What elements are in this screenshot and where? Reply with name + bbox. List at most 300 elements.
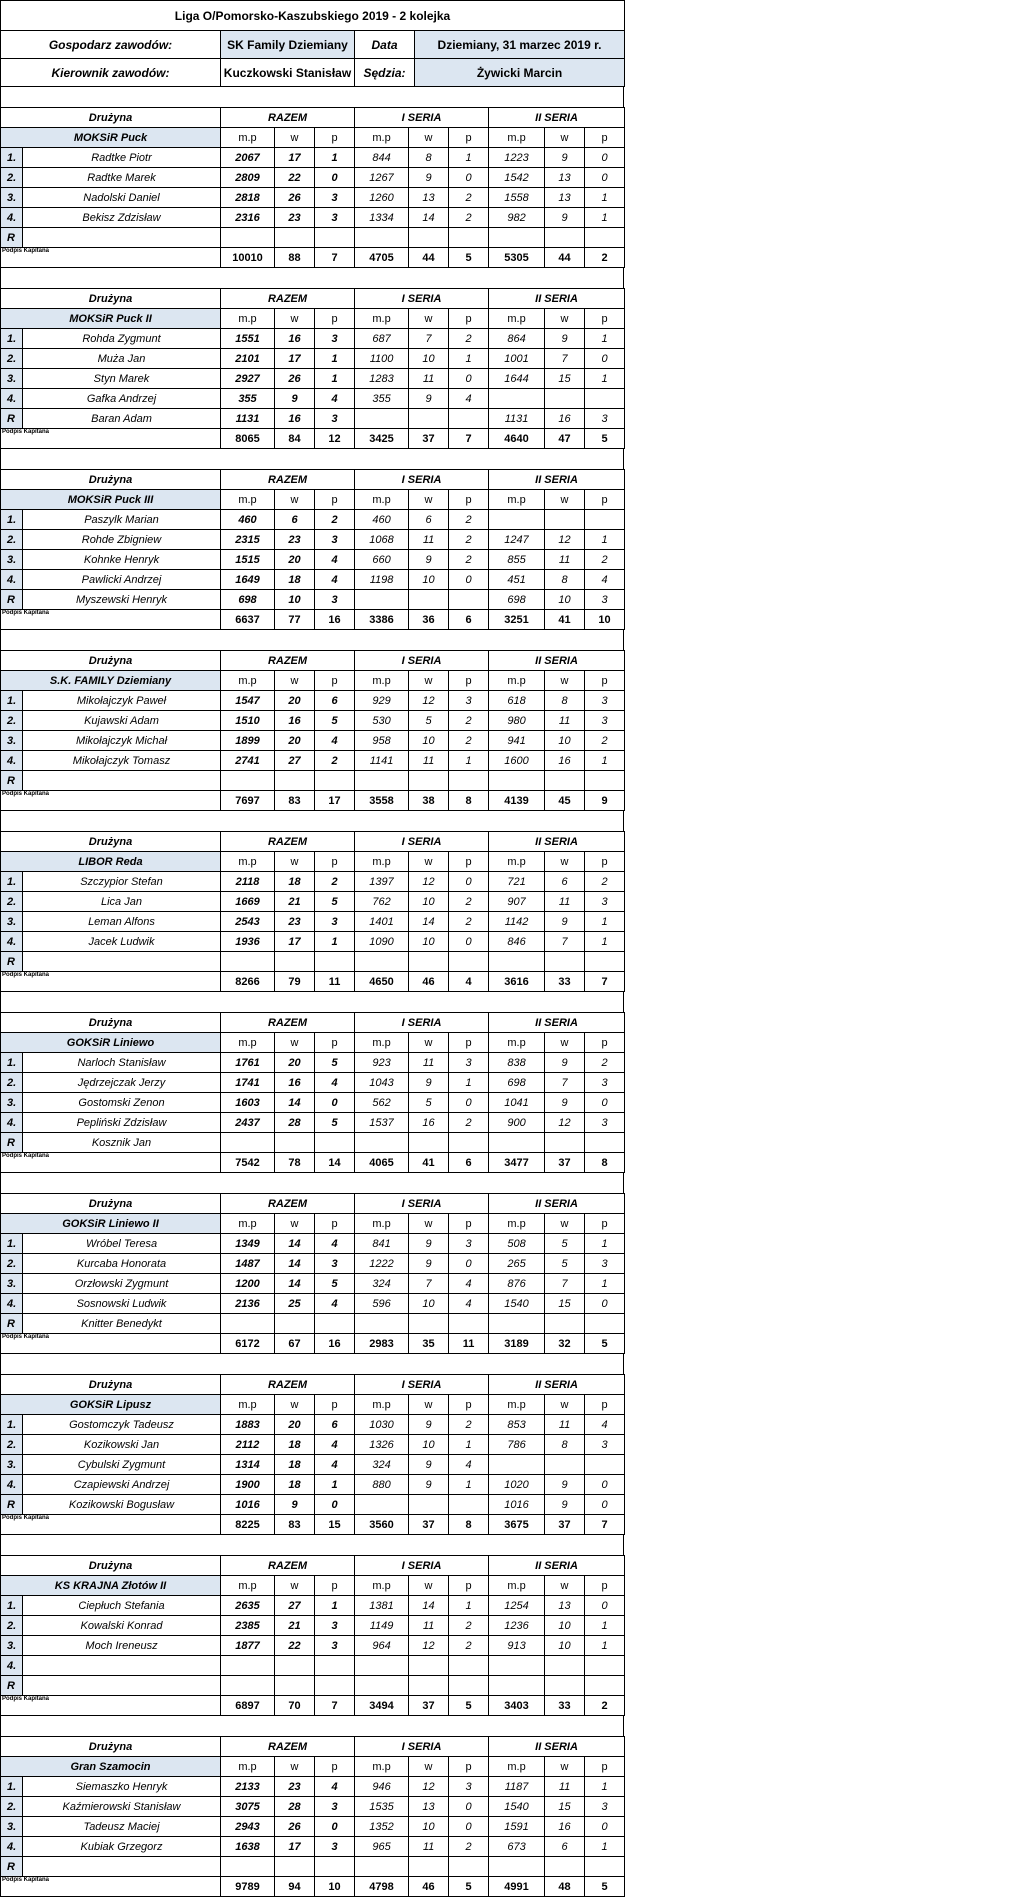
score-cell bbox=[315, 1314, 355, 1334]
seria2-header: II SERIA bbox=[489, 470, 625, 490]
player-name: Mikołajczyk Tomasz bbox=[23, 751, 221, 771]
score-cell bbox=[545, 228, 585, 248]
total-cell: 7 bbox=[315, 248, 355, 268]
score-cell bbox=[275, 1314, 315, 1334]
total-cell: 3560 bbox=[355, 1515, 409, 1535]
score-cell bbox=[275, 1656, 315, 1676]
col-p: p bbox=[449, 128, 489, 148]
table-row bbox=[1, 1676, 625, 1696]
section-spacer bbox=[0, 87, 624, 107]
score-cell: 13 bbox=[409, 188, 449, 208]
team-name: LIBOR Reda bbox=[1, 852, 221, 872]
total-cell: 6172 bbox=[221, 1334, 275, 1354]
total-cell: 45 bbox=[545, 791, 585, 811]
team-header-label: Drużyna bbox=[1, 108, 221, 128]
team-table bbox=[0, 288, 625, 449]
score-cell: 13 bbox=[545, 1596, 585, 1616]
table-row bbox=[1, 1495, 625, 1515]
player-number: R bbox=[1, 590, 23, 610]
score-cell: 10 bbox=[275, 590, 315, 610]
col-mp: m.p bbox=[489, 1395, 545, 1415]
col-w: w bbox=[409, 1033, 449, 1053]
score-cell: 5 bbox=[315, 1053, 355, 1073]
score-cell: 9 bbox=[545, 1053, 585, 1073]
score-cell: 1267 bbox=[355, 168, 409, 188]
score-cell: 9 bbox=[409, 168, 449, 188]
table-row bbox=[1, 1616, 625, 1636]
col-w: w bbox=[409, 128, 449, 148]
score-cell: 5 bbox=[315, 1113, 355, 1133]
score-cell bbox=[315, 1133, 355, 1153]
score-cell: 6 bbox=[315, 1415, 355, 1435]
player-name bbox=[23, 1857, 221, 1877]
total-cell: 44 bbox=[409, 248, 449, 268]
score-cell: 3 bbox=[315, 188, 355, 208]
col-w: w bbox=[545, 1214, 585, 1234]
score-cell: 9 bbox=[409, 1254, 449, 1274]
player-number: R bbox=[1, 771, 23, 791]
score-cell: 1510 bbox=[221, 711, 275, 731]
team-header-label: Drużyna bbox=[1, 651, 221, 671]
score-cell: 1 bbox=[449, 1596, 489, 1616]
col-p: p bbox=[449, 1033, 489, 1053]
score-cell bbox=[585, 771, 625, 791]
score-cell bbox=[275, 1676, 315, 1696]
score-cell: 864 bbox=[489, 329, 545, 349]
player-number: 4. bbox=[1, 1656, 23, 1676]
score-cell bbox=[221, 1656, 275, 1676]
score-cell bbox=[409, 1676, 449, 1696]
score-cell: 838 bbox=[489, 1053, 545, 1073]
total-cell: 78 bbox=[275, 1153, 315, 1173]
score-cell: 1236 bbox=[489, 1616, 545, 1636]
col-p: p bbox=[585, 1757, 625, 1777]
score-cell: 4 bbox=[585, 570, 625, 590]
razem-header: RAZEM bbox=[221, 1013, 355, 1033]
score-cell: 5 bbox=[315, 711, 355, 731]
score-cell: 721 bbox=[489, 872, 545, 892]
score-cell: 9 bbox=[545, 912, 585, 932]
razem-header: RAZEM bbox=[221, 108, 355, 128]
score-cell: 18 bbox=[275, 570, 315, 590]
table-row bbox=[1, 349, 625, 369]
total-row bbox=[1, 1153, 625, 1173]
score-cell: 3 bbox=[449, 1234, 489, 1254]
score-cell: 0 bbox=[449, 872, 489, 892]
player-name: Sosnowski Ludwik bbox=[23, 1294, 221, 1314]
score-cell: 3 bbox=[585, 711, 625, 731]
score-cell: 11 bbox=[545, 892, 585, 912]
col-mp: m.p bbox=[221, 1395, 275, 1415]
score-cell: 687 bbox=[355, 329, 409, 349]
score-cell: 0 bbox=[585, 1294, 625, 1314]
table-row bbox=[1, 228, 625, 248]
score-cell bbox=[221, 1133, 275, 1153]
total-cell: 3189 bbox=[489, 1334, 545, 1354]
score-cell bbox=[275, 771, 315, 791]
score-cell: 9 bbox=[409, 550, 449, 570]
score-cell: 11 bbox=[409, 1837, 449, 1857]
player-name: Tadeusz Maciej bbox=[23, 1817, 221, 1837]
player-number: 4. bbox=[1, 751, 23, 771]
score-cell: 26 bbox=[275, 188, 315, 208]
player-name: Bekisz Zdzisław bbox=[23, 208, 221, 228]
player-number: 2. bbox=[1, 530, 23, 550]
score-cell: 4 bbox=[315, 1073, 355, 1093]
score-cell: 1149 bbox=[355, 1616, 409, 1636]
score-cell bbox=[449, 228, 489, 248]
score-cell: 0 bbox=[585, 1093, 625, 1113]
col-w: w bbox=[275, 1395, 315, 1415]
player-number: R bbox=[1, 228, 23, 248]
score-cell bbox=[409, 590, 449, 610]
score-cell: 1669 bbox=[221, 892, 275, 912]
score-cell: 9 bbox=[545, 148, 585, 168]
team-table bbox=[0, 107, 625, 268]
total-cell: 16 bbox=[315, 610, 355, 630]
seria1-header: I SERIA bbox=[355, 651, 489, 671]
table-row bbox=[1, 1053, 625, 1073]
score-cell: 1 bbox=[585, 208, 625, 228]
table-row bbox=[1, 912, 625, 932]
score-cell: 3 bbox=[315, 1636, 355, 1656]
score-cell bbox=[355, 409, 409, 429]
score-cell: 15 bbox=[545, 1797, 585, 1817]
score-cell: 20 bbox=[275, 1053, 315, 1073]
score-cell: 1542 bbox=[489, 168, 545, 188]
score-cell: 0 bbox=[449, 369, 489, 389]
score-cell: 3 bbox=[585, 1254, 625, 1274]
seria1-header: I SERIA bbox=[355, 832, 489, 852]
captain-signature-label: Podpis Kapitana bbox=[1, 791, 221, 811]
score-cell: 9 bbox=[545, 329, 585, 349]
score-cell: 3 bbox=[585, 1435, 625, 1455]
table-row bbox=[1, 952, 625, 972]
table-row bbox=[1, 1817, 625, 1837]
total-cell: 79 bbox=[275, 972, 315, 992]
score-cell: 9 bbox=[409, 1455, 449, 1475]
score-cell: 17 bbox=[275, 148, 315, 168]
score-cell: 786 bbox=[489, 1435, 545, 1455]
player-number: 2. bbox=[1, 1797, 23, 1817]
score-cell: 1222 bbox=[355, 1254, 409, 1274]
score-cell: 0 bbox=[585, 1596, 625, 1616]
player-name: Muża Jan bbox=[23, 349, 221, 369]
seria2-header: II SERIA bbox=[489, 651, 625, 671]
score-cell: 11 bbox=[409, 1616, 449, 1636]
total-cell: 67 bbox=[275, 1334, 315, 1354]
score-cell: 7 bbox=[545, 1073, 585, 1093]
score-cell bbox=[585, 1314, 625, 1334]
player-number: 1. bbox=[1, 1415, 23, 1435]
score-cell: 26 bbox=[275, 1817, 315, 1837]
table-row bbox=[1, 1837, 625, 1857]
score-cell: 2437 bbox=[221, 1113, 275, 1133]
table-row bbox=[1, 1113, 625, 1133]
score-cell: 941 bbox=[489, 731, 545, 751]
score-cell: 355 bbox=[355, 389, 409, 409]
total-row bbox=[1, 1515, 625, 1535]
player-name: Styn Marek bbox=[23, 369, 221, 389]
score-cell: 964 bbox=[355, 1636, 409, 1656]
score-cell bbox=[449, 1656, 489, 1676]
score-cell: 1591 bbox=[489, 1817, 545, 1837]
player-number: 1. bbox=[1, 872, 23, 892]
player-number: R bbox=[1, 1495, 23, 1515]
col-p: p bbox=[585, 1576, 625, 1596]
player-number: 3. bbox=[1, 912, 23, 932]
player-name: Paszylk Marian bbox=[23, 510, 221, 530]
score-cell: 3 bbox=[449, 1777, 489, 1797]
player-name: Rohde Zbigniew bbox=[23, 530, 221, 550]
total-cell: 37 bbox=[409, 1515, 449, 1535]
score-cell bbox=[449, 1676, 489, 1696]
score-cell: 11 bbox=[545, 711, 585, 731]
score-cell: 15 bbox=[545, 369, 585, 389]
score-cell: 10 bbox=[409, 932, 449, 952]
score-cell bbox=[489, 389, 545, 409]
col-p: p bbox=[585, 1214, 625, 1234]
score-cell: 1020 bbox=[489, 1475, 545, 1495]
score-cell: 18 bbox=[275, 872, 315, 892]
score-cell: 11 bbox=[545, 1415, 585, 1435]
score-cell: 1 bbox=[315, 1475, 355, 1495]
score-cell: 1535 bbox=[355, 1797, 409, 1817]
score-cell: 907 bbox=[489, 892, 545, 912]
table-row bbox=[1, 570, 625, 590]
score-cell: 1936 bbox=[221, 932, 275, 952]
score-cell: 1 bbox=[585, 751, 625, 771]
score-cell bbox=[315, 1656, 355, 1676]
total-cell: 5 bbox=[449, 248, 489, 268]
score-cell: 1223 bbox=[489, 148, 545, 168]
table-row bbox=[1, 1314, 625, 1334]
score-cell: 2 bbox=[449, 530, 489, 550]
total-cell: 3403 bbox=[489, 1696, 545, 1716]
score-cell bbox=[489, 771, 545, 791]
col-p: p bbox=[585, 128, 625, 148]
score-cell: 14 bbox=[409, 1596, 449, 1616]
score-cell: 3 bbox=[315, 1616, 355, 1636]
seria1-header: I SERIA bbox=[355, 1194, 489, 1214]
score-cell: 6 bbox=[545, 1837, 585, 1857]
player-number: 4. bbox=[1, 570, 23, 590]
col-w: w bbox=[275, 490, 315, 510]
col-w: w bbox=[275, 309, 315, 329]
table-row bbox=[1, 148, 625, 168]
table-row bbox=[1, 550, 625, 570]
section-spacer bbox=[0, 1173, 624, 1193]
score-cell: 1016 bbox=[489, 1495, 545, 1515]
score-cell: 10 bbox=[409, 349, 449, 369]
player-name: Gostomczyk Tadeusz bbox=[23, 1415, 221, 1435]
score-cell: 20 bbox=[275, 550, 315, 570]
score-cell: 9 bbox=[409, 1234, 449, 1254]
score-cell: 0 bbox=[449, 1093, 489, 1113]
total-cell: 5 bbox=[449, 1877, 489, 1897]
date-label: Data bbox=[355, 31, 415, 59]
total-cell: 8 bbox=[449, 791, 489, 811]
score-cell: 4 bbox=[315, 389, 355, 409]
score-cell: 4 bbox=[449, 1455, 489, 1475]
total-cell: 37 bbox=[409, 1696, 449, 1716]
score-cell: 0 bbox=[449, 1254, 489, 1274]
col-mp: m.p bbox=[221, 309, 275, 329]
score-cell: 3 bbox=[315, 208, 355, 228]
seria2-header: II SERIA bbox=[489, 1737, 625, 1757]
score-cell: 2 bbox=[449, 510, 489, 530]
total-cell: 7 bbox=[585, 972, 625, 992]
score-cell: 1041 bbox=[489, 1093, 545, 1113]
score-cell: 10 bbox=[409, 1817, 449, 1837]
score-cell bbox=[489, 1314, 545, 1334]
col-w: w bbox=[409, 1395, 449, 1415]
score-cell: 4 bbox=[449, 1274, 489, 1294]
player-number: 3. bbox=[1, 1817, 23, 1837]
total-cell: 4705 bbox=[355, 248, 409, 268]
player-number: R bbox=[1, 409, 23, 429]
player-number: 1. bbox=[1, 691, 23, 711]
score-cell: 1 bbox=[315, 369, 355, 389]
total-cell: 2983 bbox=[355, 1334, 409, 1354]
score-cell: 1141 bbox=[355, 751, 409, 771]
player-number: 1. bbox=[1, 510, 23, 530]
razem-header: RAZEM bbox=[221, 651, 355, 671]
table-row bbox=[1, 1797, 625, 1817]
player-name bbox=[23, 952, 221, 972]
score-cell: 929 bbox=[355, 691, 409, 711]
score-cell: 26 bbox=[275, 369, 315, 389]
player-number: 2. bbox=[1, 1435, 23, 1455]
total-cell: 32 bbox=[545, 1334, 585, 1354]
player-number: 4. bbox=[1, 1113, 23, 1133]
score-cell: 3075 bbox=[221, 1797, 275, 1817]
score-cell: 18 bbox=[275, 1435, 315, 1455]
score-cell bbox=[585, 389, 625, 409]
table-row bbox=[1, 1415, 625, 1435]
team-name: GOKSiR Liniewo II bbox=[1, 1214, 221, 1234]
table-row bbox=[1, 892, 625, 912]
captain-signature-label: Podpis Kapitana bbox=[1, 610, 221, 630]
col-w: w bbox=[545, 490, 585, 510]
score-cell: 5 bbox=[545, 1234, 585, 1254]
col-p: p bbox=[315, 1395, 355, 1415]
col-p: p bbox=[315, 490, 355, 510]
player-number: 2. bbox=[1, 892, 23, 912]
col-mp: m.p bbox=[221, 1033, 275, 1053]
score-cell: 1352 bbox=[355, 1817, 409, 1837]
captain-signature-label: Podpis Kapitana bbox=[1, 429, 221, 449]
team-name: Gran Szamocin bbox=[1, 1757, 221, 1777]
score-cell: 6 bbox=[275, 510, 315, 530]
player-number: 3. bbox=[1, 731, 23, 751]
score-cell bbox=[275, 1857, 315, 1877]
player-name: Knitter Benedykt bbox=[23, 1314, 221, 1334]
score-cell: 16 bbox=[545, 1817, 585, 1837]
score-cell: 3 bbox=[585, 409, 625, 429]
player-name: Kozikowski Bogusław bbox=[23, 1495, 221, 1515]
score-cell bbox=[449, 771, 489, 791]
player-number: 1. bbox=[1, 1596, 23, 1616]
score-cell bbox=[545, 1133, 585, 1153]
score-cell bbox=[489, 1455, 545, 1475]
score-cell: 2 bbox=[449, 1415, 489, 1435]
score-cell bbox=[545, 1314, 585, 1334]
col-p: p bbox=[449, 490, 489, 510]
table-row bbox=[1, 188, 625, 208]
score-cell: 9 bbox=[545, 208, 585, 228]
score-cell: 5 bbox=[315, 892, 355, 912]
score-cell: 0 bbox=[315, 1495, 355, 1515]
player-name: Kosznik Jan bbox=[23, 1133, 221, 1153]
player-number: 1. bbox=[1, 329, 23, 349]
total-cell: 47 bbox=[545, 429, 585, 449]
total-cell: 3494 bbox=[355, 1696, 409, 1716]
score-cell: 2101 bbox=[221, 349, 275, 369]
player-name: Kaźmierowski Stanisław bbox=[23, 1797, 221, 1817]
seria2-header: II SERIA bbox=[489, 1375, 625, 1395]
score-cell: 3 bbox=[585, 590, 625, 610]
score-cell: 2 bbox=[585, 550, 625, 570]
score-cell: 1397 bbox=[355, 872, 409, 892]
col-mp: m.p bbox=[221, 1576, 275, 1596]
team-name: MOKSiR Puck bbox=[1, 128, 221, 148]
score-cell: 0 bbox=[315, 1093, 355, 1113]
score-cell bbox=[409, 1133, 449, 1153]
captain-signature-label: Podpis Kapitana bbox=[1, 1515, 221, 1535]
score-cell: 21 bbox=[275, 1616, 315, 1636]
total-cell: 3675 bbox=[489, 1515, 545, 1535]
score-cell: 660 bbox=[355, 550, 409, 570]
player-name: Jacek Ludwik bbox=[23, 932, 221, 952]
total-cell: 48 bbox=[545, 1877, 585, 1897]
score-cell bbox=[315, 771, 355, 791]
score-cell: 3 bbox=[449, 1053, 489, 1073]
score-cell: 1 bbox=[315, 349, 355, 369]
score-cell: 6 bbox=[315, 691, 355, 711]
score-cell: 1638 bbox=[221, 1837, 275, 1857]
score-cell: 0 bbox=[449, 1797, 489, 1817]
total-cell: 7 bbox=[585, 1515, 625, 1535]
score-cell: 7 bbox=[545, 349, 585, 369]
score-cell: 4 bbox=[315, 570, 355, 590]
score-cell: 1 bbox=[585, 1636, 625, 1656]
score-cell: 1 bbox=[449, 751, 489, 771]
score-cell: 4 bbox=[585, 1415, 625, 1435]
score-cell: 1761 bbox=[221, 1053, 275, 1073]
score-cell: 12 bbox=[545, 530, 585, 550]
score-cell: 6 bbox=[545, 872, 585, 892]
total-cell: 70 bbox=[275, 1696, 315, 1716]
player-number: 3. bbox=[1, 369, 23, 389]
total-cell: 7697 bbox=[221, 791, 275, 811]
score-cell: 12 bbox=[409, 872, 449, 892]
table-row bbox=[1, 1656, 625, 1676]
score-cell: 11 bbox=[409, 1053, 449, 1073]
table-row bbox=[1, 1234, 625, 1254]
score-cell: 1900 bbox=[221, 1475, 275, 1495]
score-cell bbox=[221, 1857, 275, 1877]
col-w: w bbox=[545, 1395, 585, 1415]
score-cell: 11 bbox=[545, 1777, 585, 1797]
player-number: 1. bbox=[1, 1053, 23, 1073]
score-cell bbox=[355, 1857, 409, 1877]
col-p: p bbox=[449, 671, 489, 691]
total-cell: 46 bbox=[409, 1877, 449, 1897]
score-cell: 844 bbox=[355, 148, 409, 168]
total-cell: 4 bbox=[449, 972, 489, 992]
col-w: w bbox=[545, 852, 585, 872]
